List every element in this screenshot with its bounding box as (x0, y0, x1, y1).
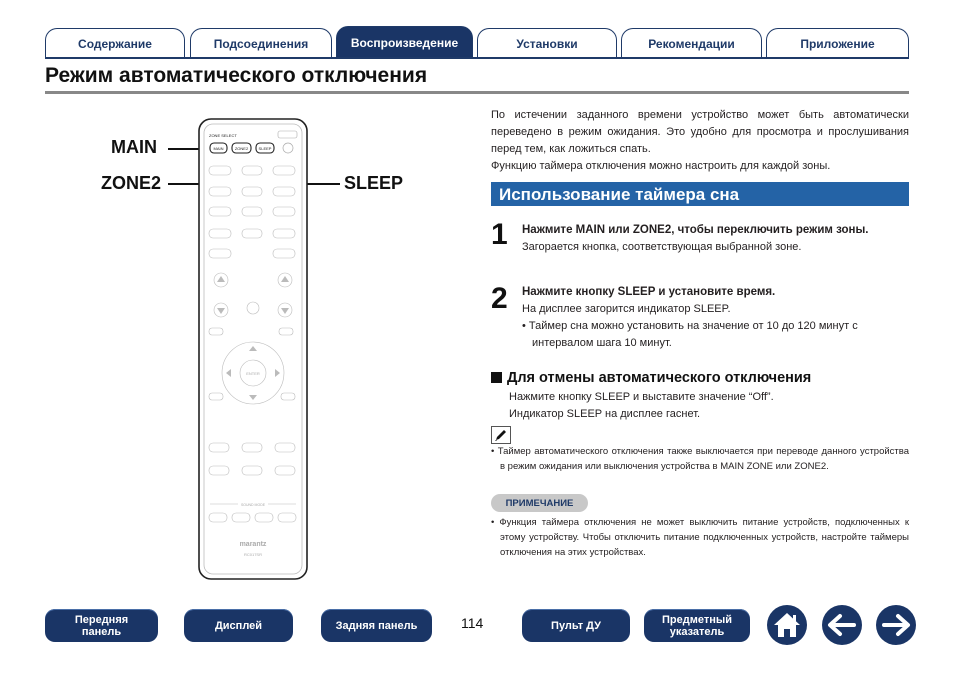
forward-button[interactable] (876, 605, 916, 645)
brand-logo: marantz (239, 541, 267, 548)
step-1-heading: Нажмите MAIN или ZONE2, чтобы переключить режим зоны. (522, 224, 869, 236)
sleep-button[interactable] (256, 143, 274, 153)
remote-control-illustration (198, 118, 308, 580)
index-button[interactable]: Предметный указатель (644, 609, 750, 642)
page-title: Режим автоматического отключения (45, 64, 428, 87)
svg-text:ZONE2: ZONE2 (234, 146, 249, 151)
section-heading: Использование таймера сна (491, 182, 909, 206)
tab-contents[interactable]: Содержание (45, 28, 185, 58)
cancel-text (509, 389, 774, 423)
note-text: • Функция таймера отключения не может выключить питание устройств, подключенных к этому устройству. Чтобы отключить питание подключенных устройств, настройте таймеры отключения на этих устройствах. (491, 517, 909, 558)
remote-button[interactable]: Пульт ДУ (522, 609, 630, 642)
tab-underline (45, 57, 909, 59)
tab-connections[interactable]: Подсоединения (190, 28, 332, 58)
tip-note: • Таймер автоматического отключения также выключается при переводе данного устройства в режим ожидания или выключения устройства в MAIN ZONE или ZONE2. (491, 446, 910, 472)
intro-text (491, 107, 909, 175)
front-panel-button[interactable]: Передняя панель (45, 609, 158, 642)
tab-playback[interactable]: Воспроизведение (336, 26, 473, 58)
step-1-text: Загорается кнопка, соответствующая выбранной зоне. (522, 241, 802, 253)
home-button[interactable] (767, 605, 807, 645)
arrow-right-icon (881, 612, 911, 638)
step-2-text: На дисплее загорится индикатор SLEEP. (522, 303, 731, 315)
callout-sleep: SLEEP (344, 173, 404, 193)
sound-mode-label: SOUND MODE (240, 503, 266, 507)
cancel-heading: Для отмены автоматического отключения (491, 370, 811, 386)
zone-select-label: ZONE SELECT (209, 133, 237, 138)
cancel-line-2: Индикатор SLEEP на дисплее гаснет. (509, 408, 701, 420)
step-2-bullet: • Таймер сна можно установить на значение от 10 до 120 минут с интервалом шага 10 минут. (522, 320, 858, 349)
page-number: 114 (461, 615, 484, 631)
svg-text:SLEEP: SLEEP (258, 146, 272, 151)
cancel-line-1: Нажмите кнопку SLEEP и выставите значение “Off”. (509, 391, 774, 403)
pencil-icon (491, 426, 511, 444)
back-button[interactable] (822, 605, 862, 645)
tab-settings[interactable]: Установки (477, 28, 617, 58)
zone2-button[interactable] (232, 143, 251, 153)
square-bullet-icon (491, 372, 502, 383)
arrow-left-icon (827, 612, 857, 638)
display-button[interactable]: Дисплей (184, 609, 293, 642)
intro-paragraph-2: Функцию таймера отключения можно настроить для каждой зоны. (491, 160, 831, 172)
model-label: RC017SR (243, 552, 263, 557)
main-button[interactable] (210, 143, 227, 153)
step-2-heading: Нажмите кнопку SLEEP и установите время. (522, 286, 776, 298)
tab-appendix[interactable]: Приложение (766, 28, 909, 58)
step-2 (522, 284, 904, 352)
step-1-number: 1 (491, 218, 508, 251)
home-icon (771, 610, 803, 640)
callout-zone2: ZONE2 (101, 173, 162, 193)
step-2-number: 2 (491, 282, 508, 315)
rear-panel-button[interactable]: Задняя панель (321, 609, 432, 642)
step-1 (522, 222, 904, 256)
intro-paragraph-1: По истечении заданного времени устройство может быть автоматически переведено в режим ожидания. Это удобно для просмотра и прослушивания перед тем, как ложиться спать. (491, 109, 909, 155)
note-badge: ПРИМЕЧАНИЕ (491, 494, 588, 512)
title-divider (45, 91, 909, 94)
callout-main: MAIN (111, 137, 157, 157)
enter-label: ENTER (246, 371, 260, 376)
tab-tips[interactable]: Рекомендации (621, 28, 762, 58)
svg-text:MAIN: MAIN (213, 146, 224, 151)
